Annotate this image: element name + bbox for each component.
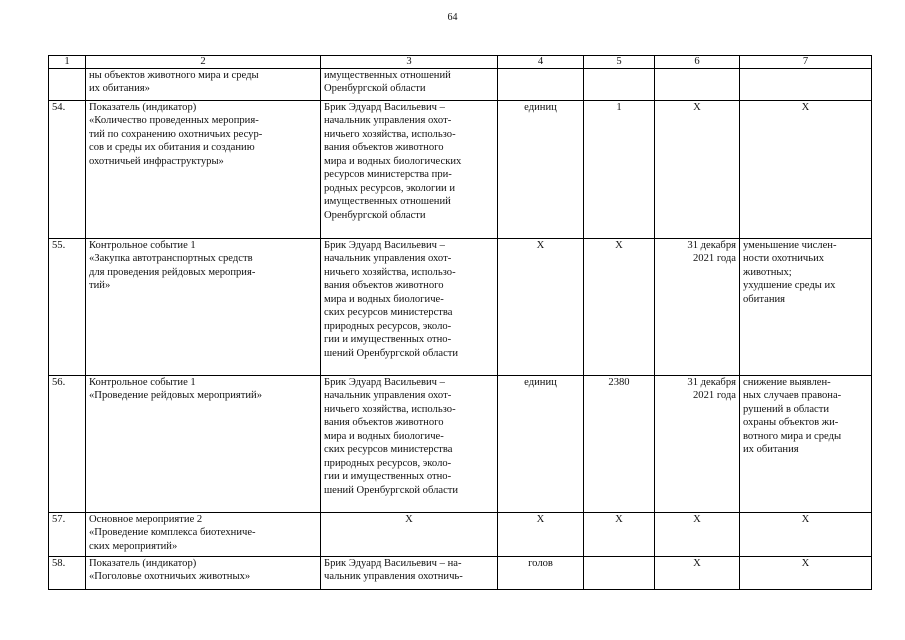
unit-of-measure: Х (498, 239, 584, 376)
column-number-row (49, 56, 872, 69)
page-number: 64 (447, 12, 458, 23)
responsible-executor: имущественных отношений Оренбургской области (321, 69, 498, 101)
deadline: 31 декабря 2021 года (655, 239, 740, 376)
planned-value: 2380 (584, 376, 655, 513)
unit-of-measure: единиц (498, 101, 584, 239)
column-header: 5 (584, 56, 655, 69)
measure-name: Показатель (индикатор) «Поголовье охотничьих животных» (86, 557, 321, 590)
table-row (49, 557, 872, 590)
unit-of-measure: Х (498, 513, 584, 557)
planned-value: 1 (584, 101, 655, 239)
row-number: 54. (49, 101, 86, 239)
planned-value: Х (584, 513, 655, 557)
planned-value (584, 69, 655, 101)
consequences: Х (740, 101, 872, 239)
row-number: 56. (49, 376, 86, 513)
deadline: 31 декабря 2021 года (655, 376, 740, 513)
table-row (49, 69, 872, 101)
table-row (49, 376, 872, 513)
column-header: 6 (655, 56, 740, 69)
measure-name: Показатель (индикатор) «Количество проведенных мероприя- тий по сохранению охотничьих ресур- сов и среды их обитания и созданию охотничьей инфраструктуры» (86, 101, 321, 239)
responsible-executor: Брик Эдуард Васильевич – начальник управления охот- ничьего хозяйства, использо- вания объектов животного мира и водных биологиче- ских ресурсов министерства природных ресурсов, эколо- гии и имущественных отно- шений Оренбургской области (321, 376, 498, 513)
table-row (49, 513, 872, 557)
deadline: Х (655, 513, 740, 557)
consequences: снижение выявлен- ных случаев правона- рушений в области охраны объектов жи- вотного мира и среды их обитания (740, 376, 872, 513)
measure-name: ны объектов животного мира и среды их обитания» (86, 69, 321, 101)
planned-value: Х (584, 239, 655, 376)
consequences (740, 69, 872, 101)
column-header: 7 (740, 56, 872, 69)
deadline: Х (655, 557, 740, 590)
measure-name: Основное мероприятие 2 «Проведение комплекса биотехниче- ских мероприятий» (86, 513, 321, 557)
unit-of-measure: единиц (498, 376, 584, 513)
responsible-executor: Брик Эдуард Васильевич – начальник управления охот- ничьего хозяйства, использо- вания объектов животного мира и водных биологиче- ских ресурсов министерства природных ресурсов, эколо- гии и имущественных отно- шений Оренбургской области (321, 239, 498, 376)
responsible-executor: Брик Эдуард Васильевич – на- чальник управления охотничь- (321, 557, 498, 590)
table-row (49, 239, 872, 376)
consequences: уменьшение числен- ности охотничьих животных; ухудшение среды их обитания (740, 239, 872, 376)
column-header: 1 (49, 56, 86, 69)
unit-of-measure: голов (498, 557, 584, 590)
row-number: 55. (49, 239, 86, 376)
measure-name: Контрольное событие 1 «Закупка автотранспортных средств для проведения рейдовых мероприя- тий» (86, 239, 321, 376)
row-number: 57. (49, 513, 86, 557)
planned-value (584, 557, 655, 590)
responsible-executor: Брик Эдуард Васильевич – начальник управления охот- ничьего хозяйства, использо- вания объектов животного мира и водных биологических ресурсов министерства при- родных ресурсов, экологии и имущественных отношений Оренбургской области (321, 101, 498, 239)
deadline: Х (655, 101, 740, 239)
program-table (48, 55, 872, 590)
unit-of-measure (498, 69, 584, 101)
column-header: 3 (321, 56, 498, 69)
row-number (49, 69, 86, 101)
deadline (655, 69, 740, 101)
measure-name: Контрольное событие 1 «Проведение рейдовых мероприятий» (86, 376, 321, 513)
consequences: Х (740, 513, 872, 557)
row-number: 58. (49, 557, 86, 590)
responsible-executor: Х (321, 513, 498, 557)
column-header: 4 (498, 56, 584, 69)
consequences: Х (740, 557, 872, 590)
column-header: 2 (86, 56, 321, 69)
table-row (49, 101, 872, 239)
